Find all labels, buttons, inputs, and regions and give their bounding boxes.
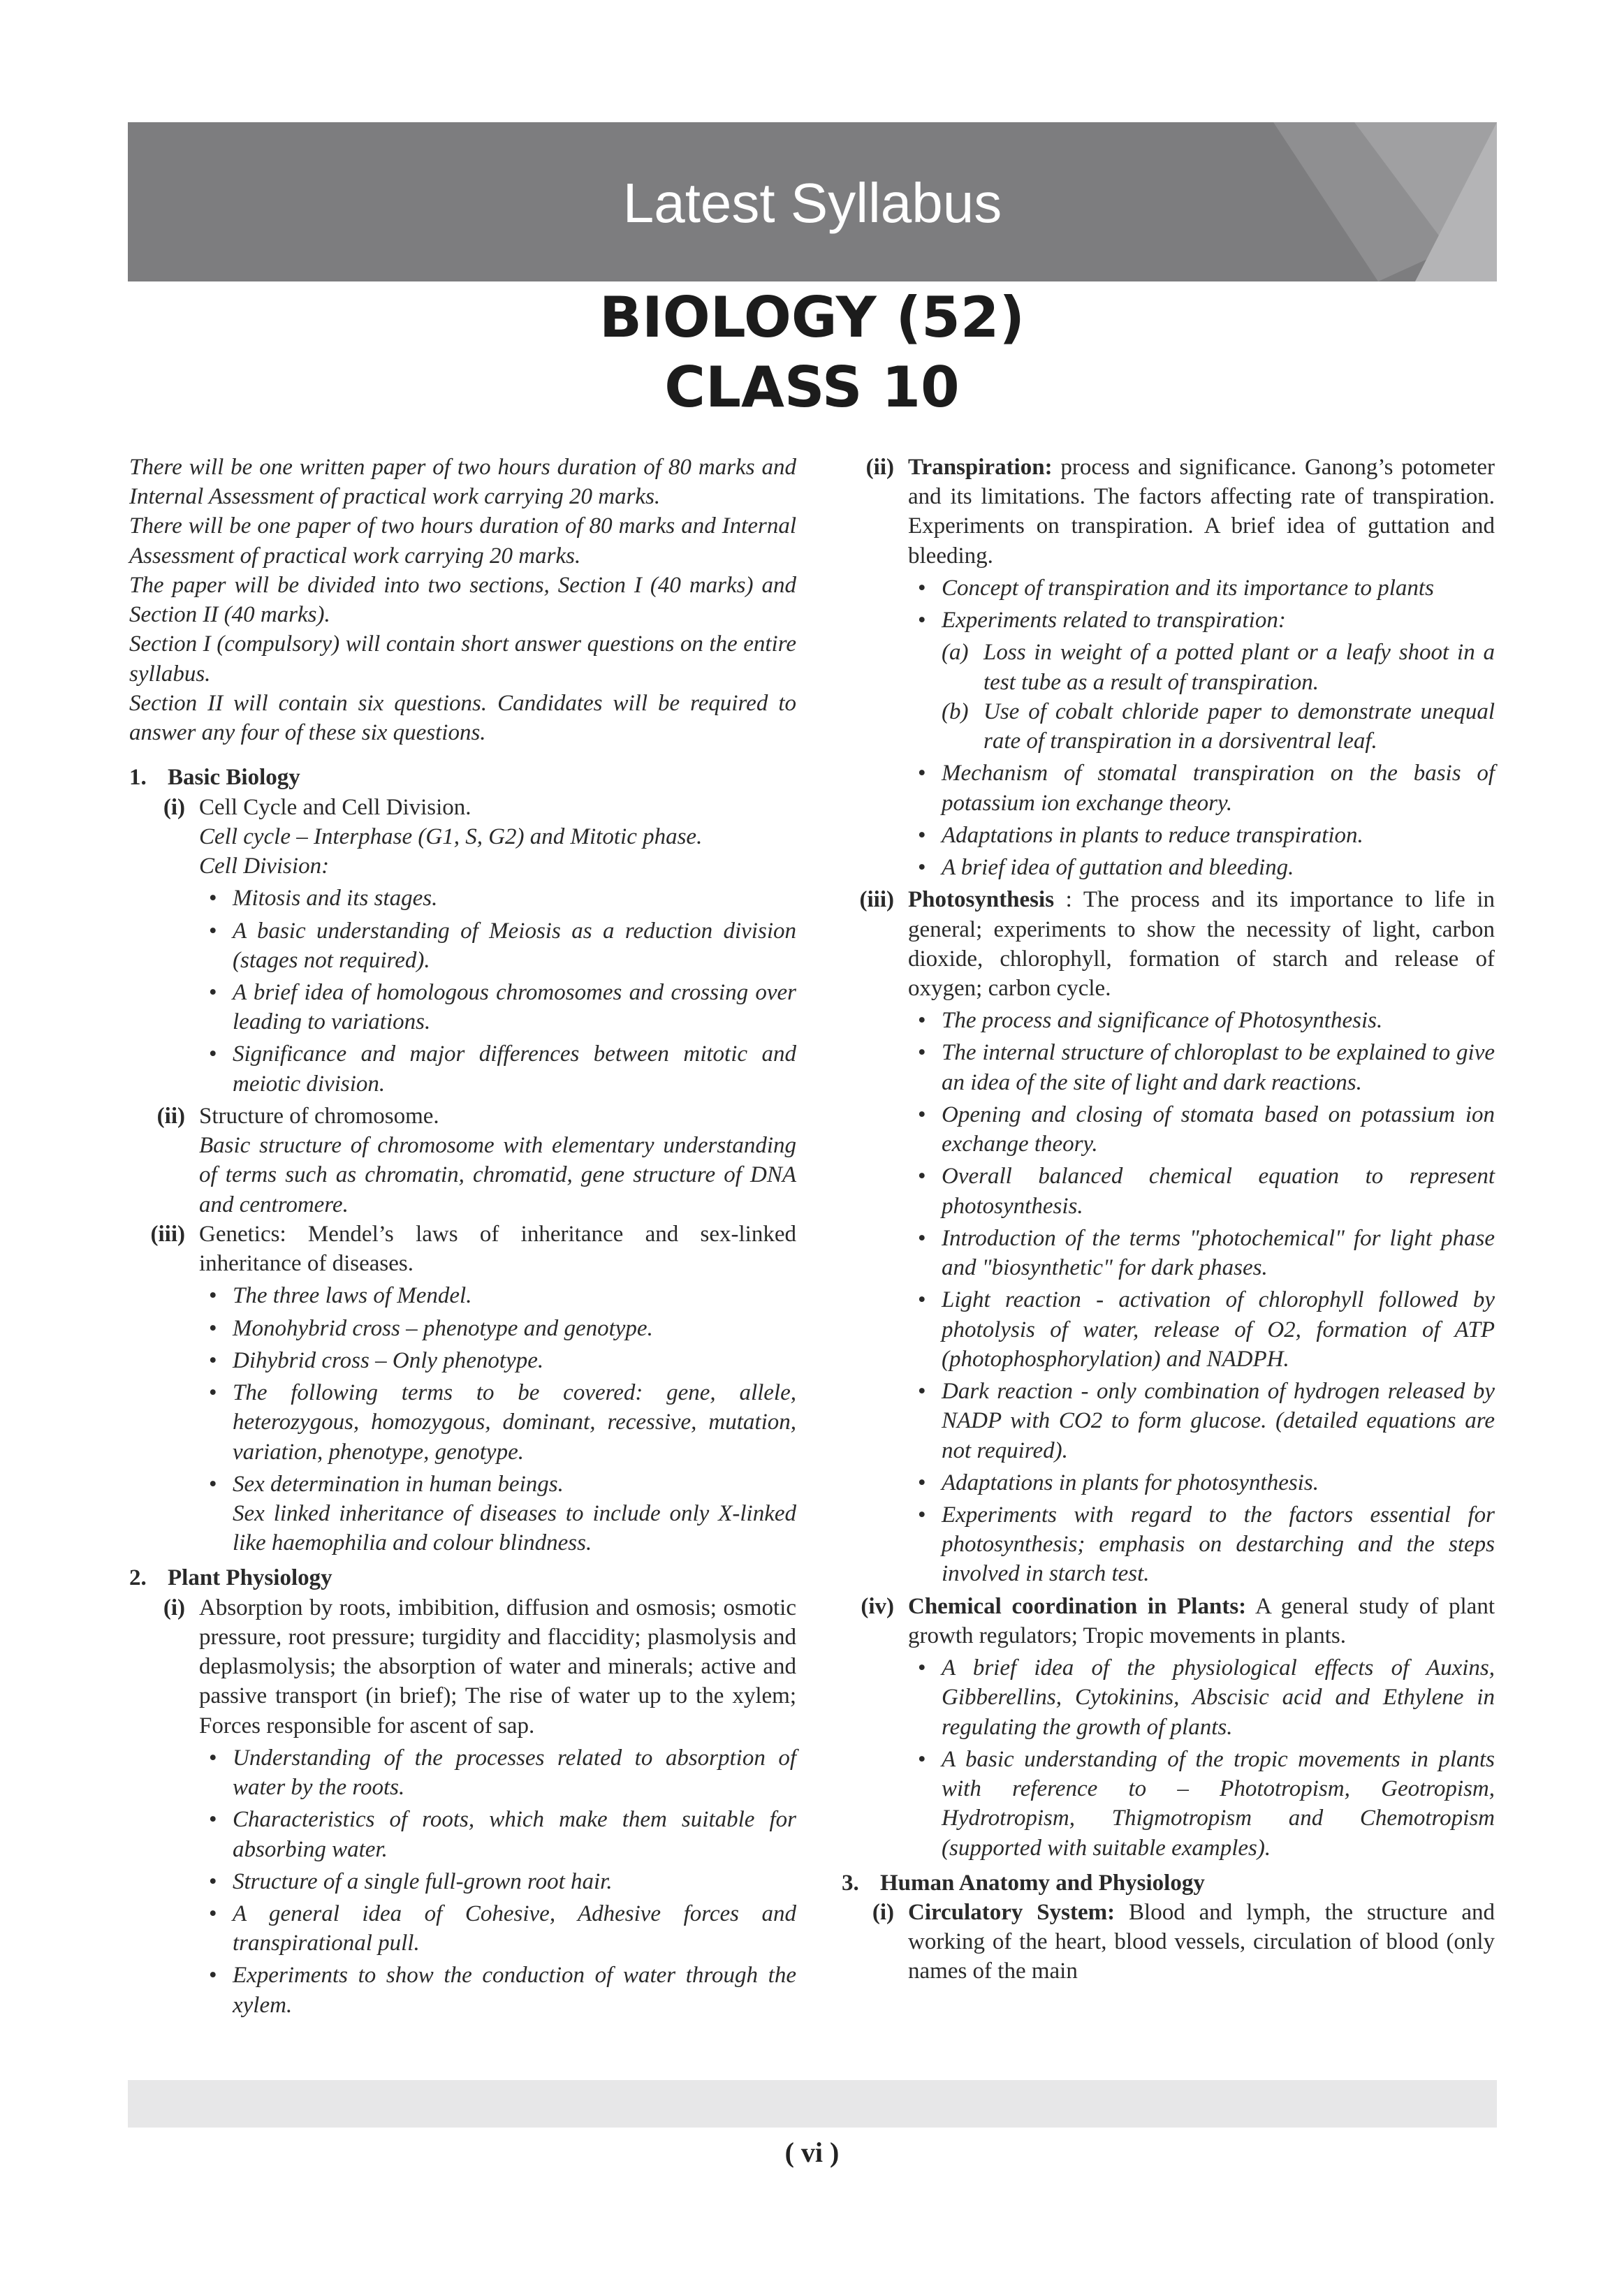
section-number: 2. bbox=[129, 1565, 147, 1591]
topic-number: (i) bbox=[163, 1595, 185, 1620]
sub-item-label: (a) bbox=[942, 640, 969, 666]
instruction-paragraph: There will be one paper of two hours duration of 80 marks and Internal Assessment of practical work carrying 20 marks. bbox=[129, 513, 796, 569]
bullet-list bbox=[199, 1743, 796, 2020]
bullet-list bbox=[908, 1006, 1495, 1588]
topic-text bbox=[908, 1592, 1495, 1650]
topic-number: (ii) bbox=[156, 1103, 185, 1129]
topic-description: : The process and its importance to life in general; experiments to show the necessity of light, carbon dioxide, chlorophyll, formation of starch and release of oxygen; carbon cycle. bbox=[908, 887, 1495, 1001]
section-heading bbox=[129, 763, 796, 792]
topic-title: Circulatory System: bbox=[908, 1900, 1115, 1926]
list-item: • A basic understanding of the tropic movements in plants with reference to – Phototropism, Geotropism, Hydrotropism, Thigmotropism and Chemotropism (supported with suitable examples). bbox=[908, 1745, 1495, 1863]
instruction-paragraph: There will be one written paper of two hours duration of 80 marks and Internal Assessment of practical work carrying 20 marks. bbox=[129, 455, 796, 510]
sub-item-text: Use of cobalt chloride paper to demonstrate unequal rate of transpiration in a dorsiventral leaf. bbox=[983, 698, 1495, 754]
bullet-list bbox=[199, 1281, 796, 1558]
left-column bbox=[129, 453, 796, 2023]
topic-number: (i) bbox=[872, 1900, 894, 1926]
section-title: Human Anatomy and Physiology bbox=[880, 1870, 1205, 1896]
list-item: • The internal structure of chloroplast to be explained to give an idea of the site of light and dark reactions. bbox=[908, 1038, 1495, 1097]
topic-text bbox=[908, 885, 1495, 1003]
topic-description: Blood and lymph, the structure and working of the heart, blood vessels, circulation of blood (only names of the main bbox=[908, 1900, 1495, 1984]
list-item: • A general idea of Cohesive, Adhesive forces and transpirational pull. bbox=[199, 1899, 796, 1958]
list-item-text: Sex determination in human beings. bbox=[233, 1471, 564, 1497]
topic-item bbox=[842, 453, 1495, 885]
topic-text: Genetics: Mendel’s laws of inheritance and sex-linked inheritance of diseases. bbox=[199, 1221, 796, 1277]
list-item: • Mechanism of stomatal transpiration on the basis of potassium ion exchange theory. bbox=[908, 759, 1495, 817]
sub-item bbox=[942, 638, 1495, 696]
topic-text: Structure of chromosome. bbox=[199, 1103, 439, 1129]
topic-text: Absorption by roots, imbibition, diffusion and osmosis; osmotic pressure, root pressure; turgidity and flaccidity; plasmolysis and deplasmolysis; the absorption of water and minerals; active and passive transport (in brief); The rise of water up to the xylem; Forces responsible for ascent of sap. bbox=[199, 1595, 796, 1738]
section-heading bbox=[129, 1563, 796, 1593]
list-item: • A brief idea of the physiological effects of Auxins, Gibberellins, Cytokinins, Abscisic acid and Ethylene in regulating the growth of plants. bbox=[908, 1653, 1495, 1742]
topic-number: (iii) bbox=[150, 1221, 185, 1247]
bullet-list bbox=[908, 1653, 1495, 1863]
topic-title: Chemical coordination in Plants: bbox=[908, 1593, 1247, 1619]
section-number: 1. bbox=[129, 765, 147, 791]
list-item: • Dark reaction - only combination of hydrogen released by NADP with CO2 to form glucose. (detailed equations are not required). bbox=[908, 1377, 1495, 1465]
topic-item bbox=[842, 1592, 1495, 1866]
list-item: • Characteristics of roots, which make them suitable for absorbing water. bbox=[199, 1805, 796, 1864]
list-item: • Dihybrid cross – Only phenotype. bbox=[199, 1346, 796, 1375]
topic-item bbox=[129, 1220, 796, 1561]
bullet-list bbox=[199, 884, 796, 1099]
header-banner bbox=[128, 122, 1497, 281]
topic-text bbox=[908, 1898, 1495, 1986]
topic-subtext: Basic structure of chromosome with elementary understanding of terms such as chromatin, chromatid, gene structure of DNA and centromere. bbox=[199, 1133, 796, 1217]
sub-item bbox=[942, 697, 1495, 756]
list-item: • A brief idea of guttation and bleeding. bbox=[908, 853, 1495, 882]
sub-item-label: (b) bbox=[942, 698, 969, 724]
topic-title: Transpiration: bbox=[908, 455, 1053, 480]
topic-title: Photosynthesis bbox=[908, 887, 1055, 913]
topic-number: (i) bbox=[163, 794, 185, 820]
class-title: CLASS 10 bbox=[664, 355, 960, 420]
instruction-paragraph: Section II will contain six questions. Candidates will be required to answer any four of these six questions. bbox=[129, 690, 796, 746]
list-item: • Structure of a single full-grown root hair. bbox=[199, 1867, 796, 1896]
list-item bbox=[199, 1470, 796, 1558]
topic-subtext: Cell cycle – Interphase (G1, S, G2) and Mitotic phase. bbox=[199, 823, 703, 849]
topic-number: (ii) bbox=[865, 455, 894, 480]
list-item: • Overall balanced chemical equation to represent photosynthesis. bbox=[908, 1162, 1495, 1220]
exam-instructions bbox=[129, 453, 796, 747]
list-item: • The following terms to be covered: gene, allele, heterozygous, homozygous, dominant, recessive, mutation, variation, phenotype, genotype. bbox=[199, 1378, 796, 1467]
sub-item-text: Loss in weight of a potted plant or a leafy shoot in a test tube as a result of transpiration. bbox=[983, 640, 1495, 695]
list-item: • A brief idea of homologous chromosomes and crossing over leading to variations. bbox=[199, 978, 796, 1037]
topic-item bbox=[129, 793, 796, 1101]
topic-text bbox=[908, 453, 1495, 571]
list-item: • Adaptations in plants for photosynthesis. bbox=[908, 1468, 1495, 1498]
topic-item bbox=[129, 1593, 796, 2023]
list-item: • Experiments with regard to the factors essential for photosynthesis; emphasis on destarching and the steps involved in starch test. bbox=[908, 1500, 1495, 1589]
list-item: • Significance and major differences between mitotic and meiotic division. bbox=[199, 1039, 796, 1098]
list-item: • Mitosis and its stages. bbox=[199, 884, 796, 913]
list-item: • A basic understanding of Meiosis as a reduction division (stages not required). bbox=[199, 916, 796, 975]
topic-item bbox=[842, 885, 1495, 1591]
section-heading bbox=[842, 1868, 1495, 1898]
list-item: • Experiments related to transpiration: bbox=[908, 606, 1495, 635]
topic-text: Cell Cycle and Cell Division. bbox=[199, 794, 471, 820]
list-item: • The process and significance of Photosynthesis. bbox=[908, 1006, 1495, 1035]
section-title: Plant Physiology bbox=[168, 1565, 332, 1591]
topic-description: A general study of plant growth regulators; Tropic movements in plants. bbox=[908, 1593, 1495, 1648]
list-item: • The three laws of Mendel. bbox=[199, 1281, 796, 1310]
section-number: 3. bbox=[842, 1870, 859, 1896]
list-item: • Concept of transpiration and its importance to plants bbox=[908, 573, 1495, 603]
list-item: • Monohybrid cross – phenotype and genotype. bbox=[199, 1314, 796, 1343]
subject-title: BIOLOGY (52) bbox=[599, 285, 1025, 350]
right-column bbox=[842, 453, 1495, 1986]
footer-band bbox=[128, 2080, 1497, 2128]
topic-subtext: Cell Division: bbox=[199, 854, 330, 879]
banner-title: Latest Syllabus bbox=[622, 172, 1002, 234]
list-item: • Adaptations in plants to reduce transpiration. bbox=[908, 821, 1495, 850]
instruction-paragraph: Section I (compulsory) will contain short answer questions on the entire syllabus. bbox=[129, 631, 796, 687]
instruction-paragraph: The paper will be divided into two sections, Section I (40 marks) and Section II (40 marks). bbox=[129, 572, 796, 628]
page-number: ( vi ) bbox=[784, 2137, 840, 2168]
topic-number: (iii) bbox=[859, 887, 894, 913]
bullet-list bbox=[908, 759, 1495, 882]
list-item: • Introduction of the terms "photochemical" for light phase and "biosynthetic" for dark phases. bbox=[908, 1224, 1495, 1282]
topic-number: (iv) bbox=[861, 1593, 894, 1619]
bullet-list bbox=[908, 573, 1495, 635]
list-item: • Understanding of the processes related to absorption of water by the roots. bbox=[199, 1743, 796, 1802]
topic-item bbox=[842, 1898, 1495, 1986]
topic-description: process and significance. Ganong’s potometer and its limitations. The factors affecting rate of transpiration. Experiments on transpiration. A brief idea of guttation and bleeding. bbox=[908, 455, 1495, 569]
list-item: • Light reaction - activation of chlorophyll followed by photolysis of water, release of O2, formation of ATP (photophosphorylation) and NADPH. bbox=[908, 1285, 1495, 1374]
list-item: • Opening and closing of stomata based on potassium ion exchange theory. bbox=[908, 1100, 1495, 1159]
section-title: Basic Biology bbox=[168, 765, 300, 791]
list-item-continuation: Sex linked inheritance of diseases to include only X-linked like haemophilia and colour blindness. bbox=[233, 1500, 796, 1556]
list-item: • Experiments to show the conduction of water through the xylem. bbox=[199, 1961, 796, 2019]
topic-item bbox=[129, 1101, 796, 1220]
subject-heading bbox=[0, 283, 1624, 423]
